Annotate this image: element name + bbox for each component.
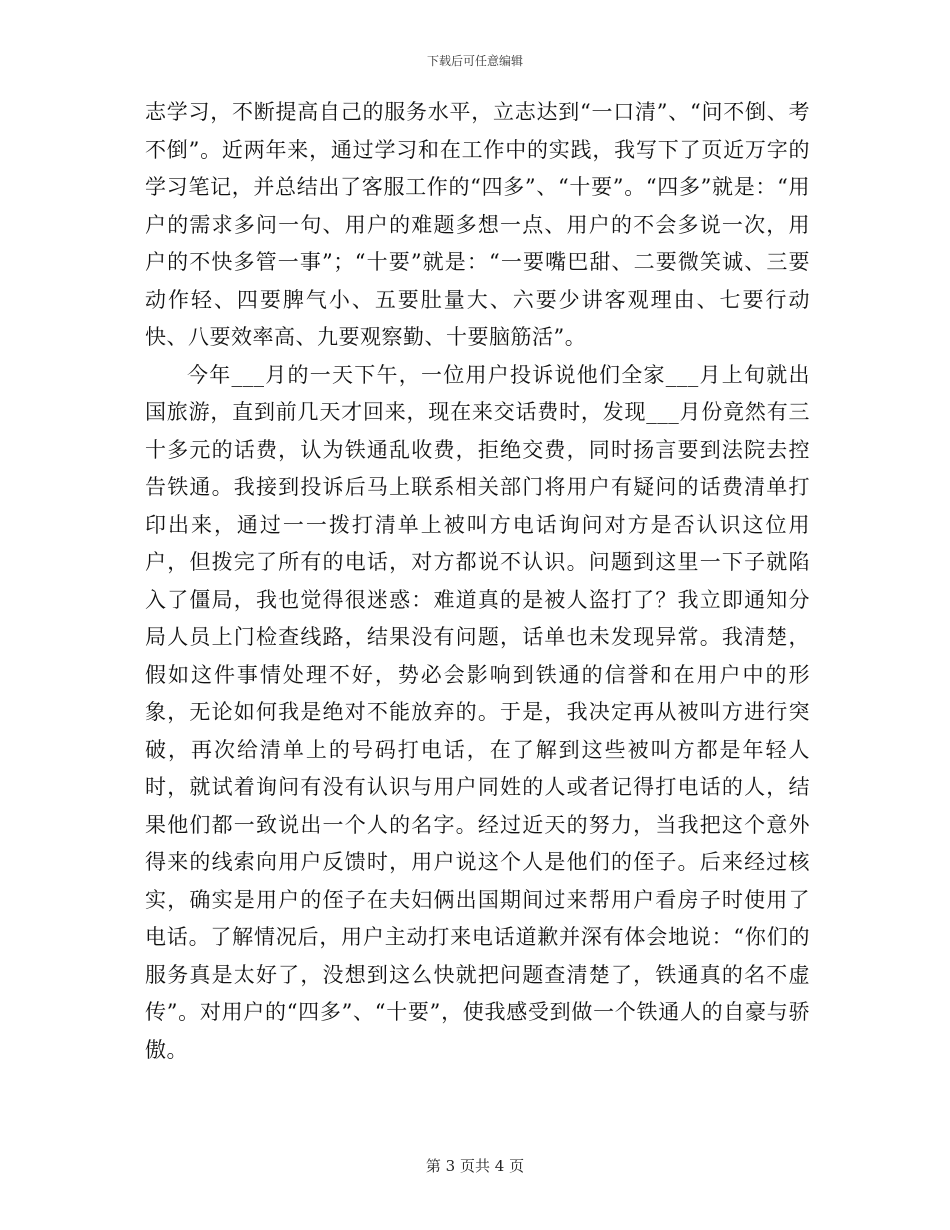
paragraph-2: 今年___月的一天下午，一位用户投诉说他们全家___月上旬就出国旅游，直到前几天才回来，现在来交话费时，发现___月份竟然有三十多元的话费，认为铁通乱收费，拒绝交费，同时扬言要到法院去控告铁通。我接到投诉后马上联系相关部门将用户有疑问的话费清单打印出来，通过一一拨打清单上被叫方电话询问对方是否认识这位用户，但拨完了所有的电话，对方都说不认识。问题到这里一下子就陷入了僵局，我也觉得很迷惑：难道真的是被人盗打了？我立即通知分局人员上门检查线路，结果没有问题，话单也未发现异常。我清楚，假如这件事情处理不好，势必会影响到铁通的信誉和在用户中的形象，无论如何我是绝对不能放弃的。于是，我决定再从被叫方进行突破，再次给清单上的号码打电话，在了解到这些被叫方都是年轻人时，就试着询问有没有认识与用户同姓的人或者记得打电话的人，结果他们都一致说出一个人的名字。经过近天的努力，当我把这个意外得来的线索向用户反馈时，用户说这个人是他们的侄子。后来经过核实，确实是用户的侄子在夫妇俩出国期间过来帮用户看房子时使用了电话。了解情况后，用户主动打来电话道歉并深有体会地说：“你们的服务真是太好了，没想到这么快就把问题查清楚了，铁通真的名不虚传”。对用户的“四多”、“十要”，使我感受到做一个铁通人的自豪与骄傲。 [145, 362, 810, 1062]
paragraph-1: 志学习，不断提高自己的服务水平，立志达到“一口清”、“问不倒、考不倒”。近两年来，通过学习和在工作中的实践，我写下了页近万字的学习笔记，并总结出了客服工作的“四多”、“十要”。“四多”就是：“用户的需求多问一句、用户的难题多想一点、用户的不会多说一次，用户的不快多管一事”；“十要”就是：“一要嘴巴甜、二要微笑诚、三要动作轻、四要脾气小、五要肚量大、六要少讲客观理由、七要行动快、八要效率高、九要观察勤、十要脑筋活”。 [145, 100, 810, 349]
page-number-footer: 第 3 页共 4 页 [425, 1157, 525, 1175]
page-header: 下载后可任意编辑 [426, 54, 523, 68]
document-body [145, 94, 810, 1069]
